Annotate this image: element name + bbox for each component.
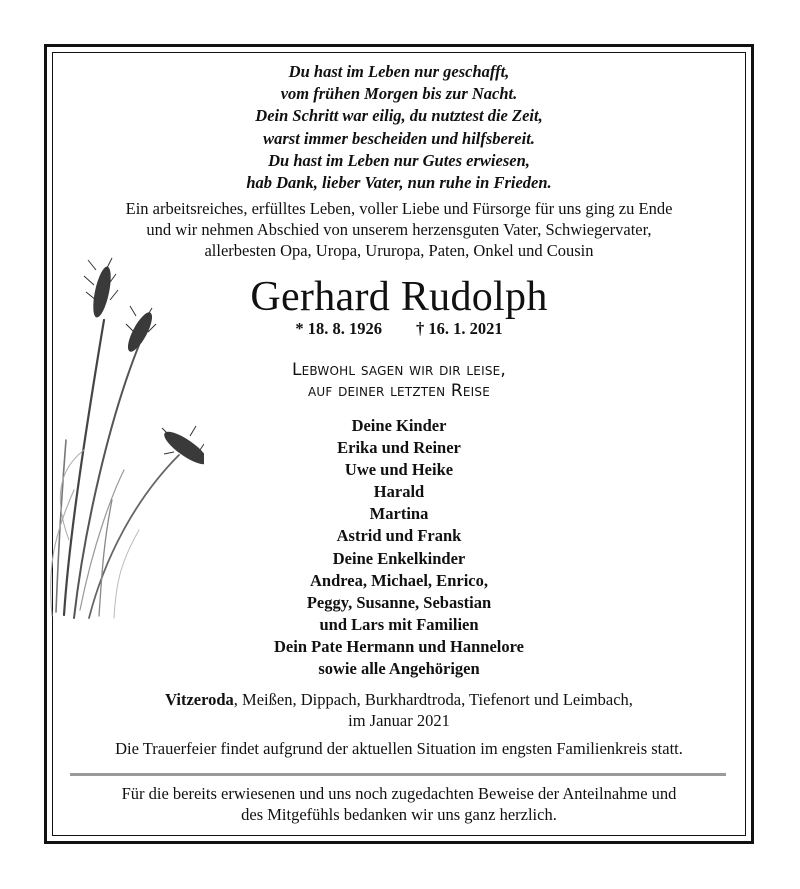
thanks-line: Für die bereits erwiesenen und uns noch zugedachten Beweise der Anteilnahme und: [121, 784, 677, 803]
family-list: [52, 415, 746, 680]
poem-line: Dein Schritt war eilig, du nutztest die Zeit,: [255, 106, 543, 126]
poem-line: hab Dank, lieber Vater, nun ruhe in Frieden.: [246, 173, 552, 193]
obituary-content: [52, 52, 746, 836]
thanks-line: des Mitgefühls bedanken wir uns ganz herzlich.: [241, 804, 557, 824]
intro-line: und wir nehmen Abschied von unserem herzensguten Vater, Schwiegervater,: [146, 220, 652, 240]
family-line: Martina: [369, 504, 429, 524]
family-line: Erika und Reiner: [337, 438, 461, 458]
poem-line: Du hast im Leben nur Gutes erwiesen,: [268, 150, 530, 170]
thanks-text: [52, 784, 746, 825]
deceased-name: Gerhard Rudolph: [250, 274, 548, 320]
family-line: Astrid und Frank: [336, 526, 462, 546]
places-block: [52, 690, 746, 731]
poem-line: warst immer bescheiden und hilfsbereit.: [263, 128, 535, 148]
family-line: Harald: [373, 482, 425, 502]
motto-line: auf deiner letzten Reise: [307, 380, 490, 401]
birth-date: * 18. 8. 1926: [295, 319, 382, 338]
poem-line: Du hast im Leben nur geschafft,: [288, 62, 510, 81]
life-dates: [52, 319, 746, 339]
poem: [52, 61, 746, 194]
motto-line: Lebwohl sagen wir dir leise,: [291, 360, 507, 380]
place-vitzeroda: Vitzeroda: [165, 690, 234, 709]
death-date: † 16. 1. 2021: [416, 319, 503, 338]
family-line: Andrea, Michael, Enrico,: [310, 570, 488, 590]
intro-text: [52, 198, 746, 262]
places-rest: , Meißen, Dippach, Burkhardtroda, Tiefenort und Leimbach,: [233, 690, 633, 709]
divider: [70, 773, 726, 776]
family-line: sowie alle Angehörigen: [318, 659, 480, 679]
motto: [52, 360, 746, 401]
funeral-notice: Die Trauerfeier findet aufgrund der aktuellen Situation im engsten Familienkreis statt.: [115, 739, 683, 758]
places-date: im Januar 2021: [348, 710, 450, 730]
family-line: Uwe und Heike: [344, 460, 454, 480]
intro-line: Ein arbeitsreiches, erfülltes Leben, voller Liebe und Fürsorge für uns ging zu Ende: [125, 199, 673, 218]
family-line: Dein Pate Hermann und Hannelore: [274, 636, 524, 656]
family-line: Deine Enkelkinder: [332, 548, 466, 568]
family-line: Peggy, Susanne, Sebastian: [306, 592, 492, 612]
places-line: [52, 690, 746, 711]
poem-line: vom frühen Morgen bis zur Nacht.: [280, 84, 518, 104]
family-line: und Lars mit Familien: [319, 614, 479, 634]
intro-line: allerbesten Opa, Uropa, Ururopa, Paten, Onkel und Cousin: [204, 241, 594, 261]
family-line: Deine Kinder: [351, 416, 447, 435]
